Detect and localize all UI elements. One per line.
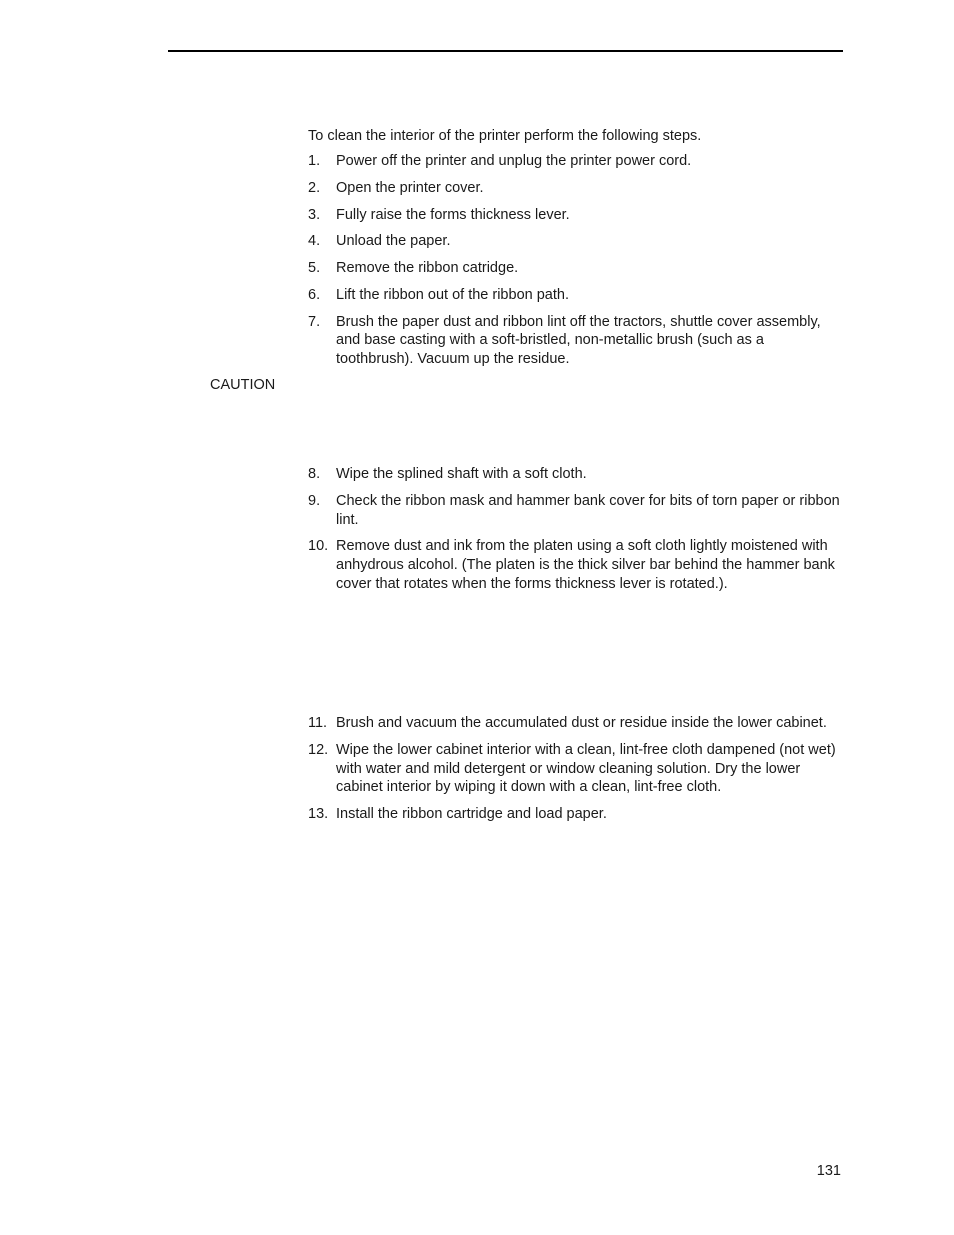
header-rule <box>168 50 843 52</box>
list-item <box>308 232 843 251</box>
step-list-group-3 <box>308 714 843 824</box>
list-item <box>308 179 843 198</box>
list-item <box>308 152 843 171</box>
list-item <box>308 537 843 593</box>
list-item <box>308 259 843 278</box>
step-text: Fully raise the forms thickness lever. <box>336 206 570 223</box>
step-number: 9. <box>308 492 321 509</box>
step-text: Wipe the lower cabinet interior with a clean, lint-free cloth dampened (not wet) with water and mild detergent or window cleaning solution. Dry the lower cabinet interior by wiping it down with a clean, lint-free cloth. <box>336 741 836 796</box>
step-number: 4. <box>308 233 321 250</box>
step-text: Remove dust and ink from the platen using a soft cloth lightly moistened with anhydrous alcohol. (The platen is the thick silver bar behind the hammer bank cover that rotates when the forms thickness lever is rotated.). <box>336 538 835 592</box>
step-number: 5. <box>308 260 321 276</box>
step-list-group-2 <box>308 465 843 594</box>
step-number: 6. <box>308 286 321 303</box>
step-text: Power off the printer and unplug the printer power cord. <box>336 153 692 169</box>
step-text: Check the ribbon mask and hammer bank cover for bits of torn paper or ribbon lint. <box>336 492 840 528</box>
step-number: 8. <box>308 466 321 482</box>
list-item <box>308 714 843 733</box>
step-number: 13. <box>308 806 329 822</box>
step-text: Wipe the splined shaft with a soft cloth. <box>336 466 587 482</box>
page-number: 131 <box>816 1163 841 1179</box>
list-item <box>308 492 843 530</box>
step-number: 7. <box>308 313 321 330</box>
step-text: Brush and vacuum the accumulated dust or residue inside the lower cabinet. <box>336 715 827 731</box>
step-number: 11. <box>308 715 328 731</box>
step-text: Brush the paper dust and ribbon lint off the tractors, shuttle cover assembly, and base casting with a soft-bristled, non-metallic brush (such as a toothbrush). Vacuum up the residue. <box>336 313 821 367</box>
step-text: Unload the paper. <box>336 233 451 250</box>
list-item <box>308 286 843 305</box>
step-number: 2. <box>308 179 321 196</box>
step-text: Install the ribbon cartridge and load paper. <box>336 806 607 822</box>
step-text: Open the printer cover. <box>336 179 484 196</box>
step-number: 1. <box>308 153 321 169</box>
step-number: 3. <box>308 206 321 223</box>
list-item <box>308 465 843 484</box>
step-text: Lift the ribbon out of the ribbon path. <box>336 286 569 303</box>
list-item <box>308 313 843 369</box>
intro-text: To clean the interior of the printer perform the following steps. <box>308 128 702 144</box>
list-item <box>308 805 843 824</box>
step-text: Remove the ribbon catridge. <box>336 260 519 276</box>
list-item <box>308 206 843 225</box>
caution-label: CAUTION <box>210 377 276 393</box>
list-item <box>308 741 843 797</box>
step-list-group-1 <box>308 152 843 369</box>
step-number: 10. <box>308 538 329 555</box>
step-number: 12. <box>308 741 329 758</box>
